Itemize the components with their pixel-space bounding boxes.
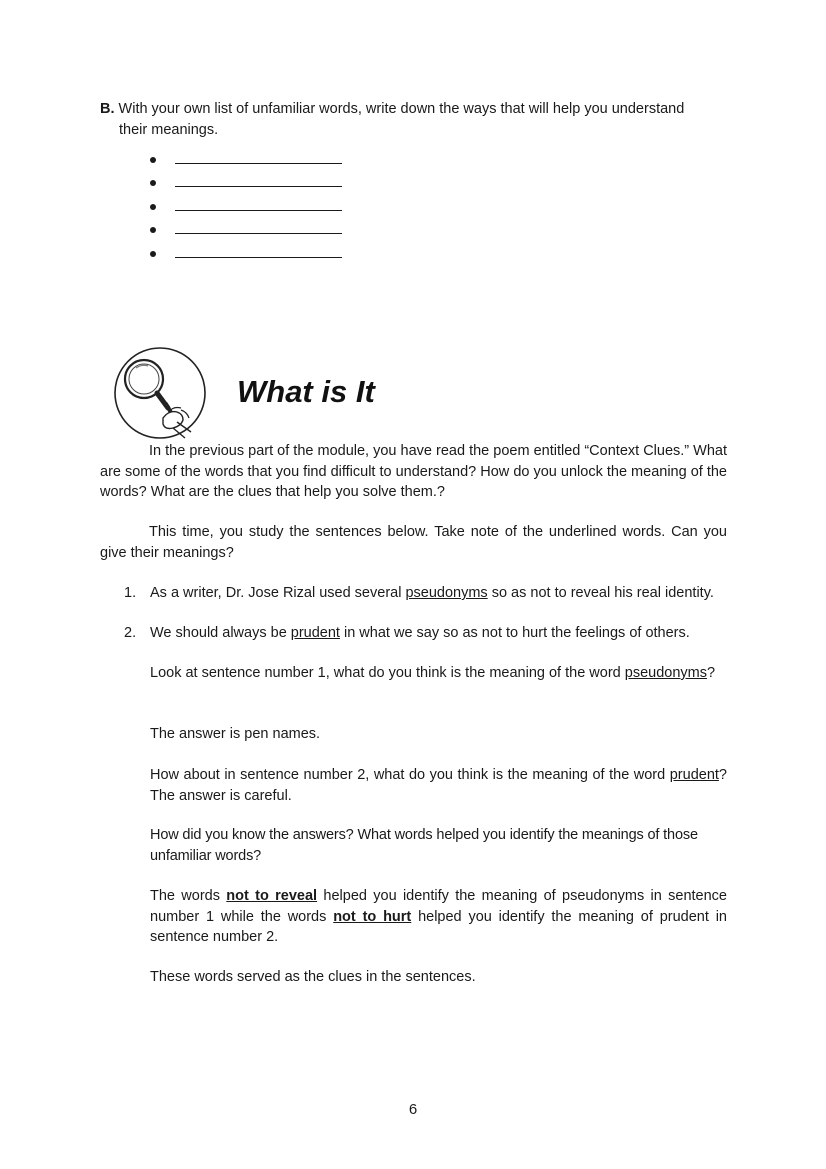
question-1 — [150, 663, 727, 684]
bullet-icon — [150, 204, 156, 210]
underlined-word: pseudonyms — [624, 665, 707, 681]
blank-line — [175, 163, 342, 164]
page-number: 6 — [408, 1101, 418, 1118]
sentence-text: in what we say so as not to hurt the feelings of others. — [339, 625, 690, 641]
part-b-instruction-line1: With your own list of unfamiliar words, write down the ways that will help you understand — [118, 101, 685, 117]
bullet-icon — [150, 227, 156, 233]
explanation-text: helped you identify the meaning of pseudonyms in sentence number 1 while the words — [150, 888, 727, 925]
bullet-icon — [150, 157, 156, 163]
blank-line — [175, 257, 342, 258]
context-clue-1: not to reveal — [226, 888, 318, 904]
study-paragraph: This time, you study the sentences below. Take note of the underlined words. Can you give their meanings? — [100, 524, 727, 561]
closing-paragraph: These words served as the clues in the sentences. — [150, 969, 476, 985]
question-text: Look at sentence number 1, what do you think is the meaning of the word — [150, 665, 625, 681]
underlined-word: pseudonyms — [405, 585, 488, 601]
intro-paragraph: In the previous part of the module, you have read the poem entitled “Context Clues.” What are some of the words that you find difficult to understand? How do you unlock the meaning of the words? What are the clues that help you solve them.? — [100, 443, 727, 500]
question-text: How about in sentence number 2, what do you think is the meaning of the word — [150, 767, 670, 783]
underlined-word: prudent — [290, 625, 340, 641]
answer-blank-2[interactable] — [150, 176, 350, 196]
section-title: What is It — [237, 374, 375, 409]
context-clue-2: not to hurt — [333, 908, 412, 925]
sentence-text: We should always be — [150, 625, 291, 641]
clue-explanation — [150, 886, 727, 948]
question-2 — [150, 765, 727, 806]
sentence-number: 2. — [124, 625, 137, 641]
explanation-text: The words — [150, 888, 227, 904]
answer-blank-3[interactable] — [150, 200, 350, 220]
answer-blank-5[interactable] — [150, 247, 350, 267]
sentence-text: so as not to reveal his real identity. — [487, 585, 714, 601]
sentence-text: As a writer, Dr. Jose Rizal used several — [150, 585, 406, 601]
bullet-icon — [150, 180, 156, 186]
part-b-label: B. — [100, 101, 115, 117]
underlined-word: prudent — [669, 767, 719, 783]
sentence-1 — [124, 583, 727, 604]
sentence-number: 1. — [124, 585, 137, 601]
answer-1: The answer is pen names. — [150, 726, 321, 742]
answer-blank-1[interactable] — [150, 153, 350, 173]
bullet-icon — [150, 251, 156, 257]
blank-line — [175, 233, 342, 234]
answer-blank-4[interactable] — [150, 223, 350, 243]
question-text: ? The answer is careful. — [150, 767, 727, 804]
magnifying-glass-icon — [113, 346, 207, 440]
sentence-2 — [124, 623, 727, 644]
question-text: ? — [706, 665, 716, 681]
blank-line — [175, 186, 342, 187]
explanation-text: helped you identify the meaning of prudent in sentence number 2. — [150, 908, 728, 945]
part-b-instruction — [100, 99, 730, 140]
blank-line — [175, 210, 342, 211]
part-b-instruction-line2: their meanings. — [119, 121, 219, 138]
question-3: How did you know the answers? What words helped you identify the meanings of those unfamiliar words? — [150, 827, 698, 864]
